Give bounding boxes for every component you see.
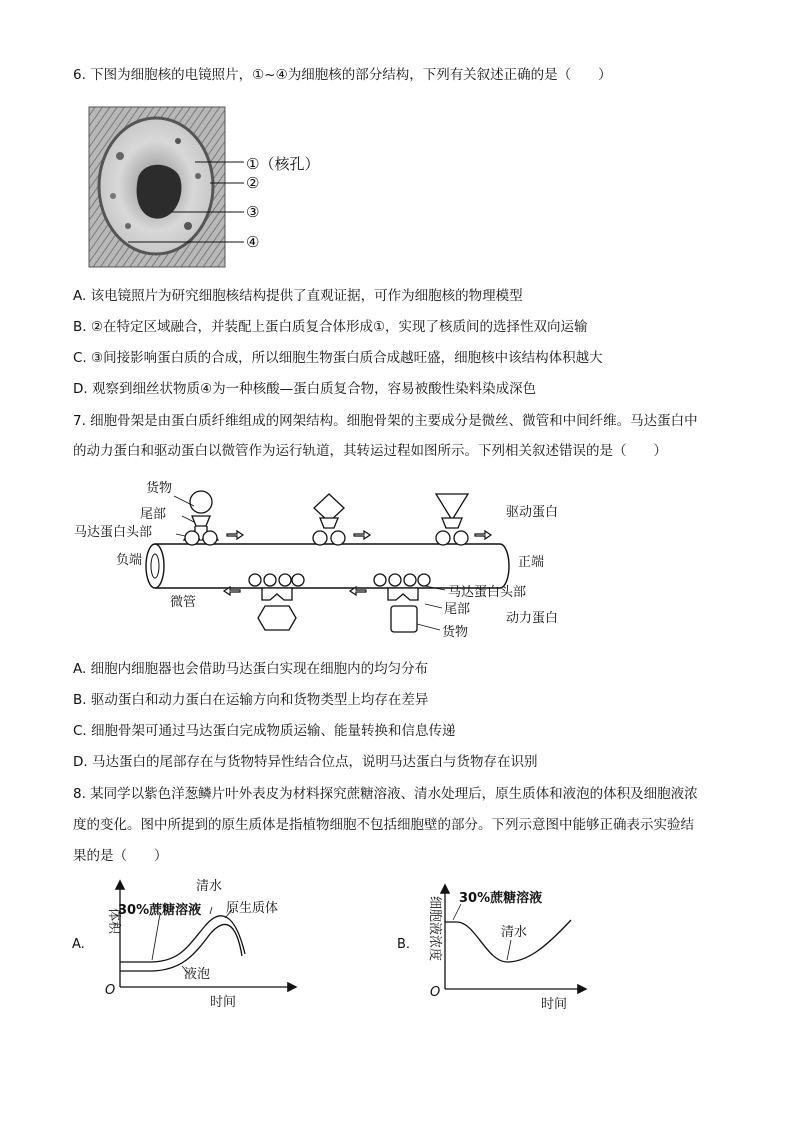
graph-a-protoplast-curve [120, 916, 245, 962]
kinesin-with-diamond-cargo [313, 494, 345, 545]
q7-stem-line2: 的动力蛋白和驱动蛋白以微管作为运行轨道，其转运过程如图所示。下列相关叙述错误的是（ ） [73, 443, 667, 459]
q7-option-d: D. 马达蛋白的尾部存在与货物特异性结合位点，说明马达蛋白与货物存在识别 [73, 754, 538, 770]
label-tail-top: 尾部 [140, 507, 167, 522]
label-dynein: 动力蛋白 [506, 611, 559, 626]
label-nuclear-pore: ①（核孔） [246, 155, 320, 173]
label-tail-bottom: 尾部 [444, 602, 471, 617]
kinesin-with-triangle-cargo [436, 494, 468, 545]
dynein-with-hexagon-cargo [249, 574, 304, 630]
dynein-with-square-cargo [374, 574, 430, 632]
label-cargo-top: 货物 [146, 481, 173, 496]
q6-stem: 6. 下图为细胞核的电镜照片，①~④为细胞核的部分结构，下列有关叙述正确的是（ ） [73, 67, 612, 83]
label-cargo-bottom: 货物 [442, 625, 469, 640]
q8-stem-line3: 果的是（ ） [73, 848, 168, 864]
nucleus-micrograph-figure [88, 106, 338, 268]
motor-protein-diagram [70, 478, 590, 648]
kinesin-with-round-cargo [184, 491, 218, 545]
graph-a-ylabel: 体积 [106, 908, 121, 935]
label-kinesin: 驱动蛋白 [506, 505, 559, 520]
q6-option-c: C. ③间接影响蛋白质的合成，所以细胞生物蛋白质合成越旺盛，细胞核中该结构体积越大 [73, 350, 603, 366]
label-minus-end: 负端 [116, 553, 143, 568]
q7-option-c: C. 细胞骨架可通过马达蛋白完成物质运输、能量转换和信息传递 [73, 723, 456, 739]
q8-stem-line1: 8. 某同学以紫色洋葱鳞片叶外表皮为材料探究蔗糖溶液、清水处理后，原生质体和液泡的体积及细胞液浓 [73, 786, 698, 802]
q8-stem-line2: 度的变化。图中所提到的原生质体是指植物细胞不包括细胞壁的部分。下列示意图中能够正确表示实验结 [73, 817, 694, 833]
graph-a-option: A. [72, 937, 85, 952]
graph-b-option: B. [397, 937, 411, 952]
microtubule-shape [146, 544, 509, 588]
q6-option-a: A. 该电镜照片为研究细胞核结构提供了直观证据，可作为细胞核的物理模型 [73, 288, 523, 304]
graph-b [395, 882, 595, 1017]
graph-a-vacuole-curve [120, 924, 242, 971]
graph-b-sucrose-label: 30%蔗糖溶液 [459, 891, 543, 906]
graph-b-origin: O [430, 985, 441, 1000]
q6-option-d: D. 观察到细丝状物质④为一种核酸—蛋白质复合物，容易被酸性染料染成深色 [73, 381, 537, 397]
label-4: ④ [246, 233, 260, 251]
label-motor-head-top: 马达蛋白头部 [74, 525, 153, 540]
graph-b-water-label: 清水 [501, 925, 528, 940]
q7-option-a: A. 细胞内细胞器也会借助马达蛋白实现在细胞内的均匀分布 [73, 661, 429, 677]
graph-a [70, 874, 320, 1014]
label-microtubule: 微管 [170, 595, 197, 610]
graph-a-protoplast-label: 原生质体 [226, 901, 279, 916]
graph-a-sucrose-label: 30%蔗糖溶液 [118, 903, 202, 918]
graph-a-origin: O [105, 983, 116, 998]
graph-a-xlabel: 时间 [210, 995, 237, 1010]
graph-a-water-label: 清水 [196, 879, 223, 894]
q7-stem-line1: 7. 细胞骨架是由蛋白质纤维组成的网架结构。细胞骨架的主要成分是微丝、微管和中间纤维。马达蛋白中 [73, 413, 698, 429]
label-3: ③ [246, 203, 260, 221]
graph-b-ylabel: 细胞液浓度 [427, 896, 442, 962]
label-motor-head-bottom: 马达蛋白头部 [448, 585, 527, 600]
label-2: ② [246, 174, 260, 192]
label-plus-end: 正端 [518, 555, 545, 570]
arrows-top [227, 531, 491, 539]
graph-a-vacuole-label: 液泡 [184, 967, 211, 982]
q6-option-b: B. ②在特定区域融合，并装配上蛋白质复合体形成①，实现了核质间的选择性双向运输 [73, 319, 588, 335]
q7-option-b: B. 驱动蛋白和动力蛋白在运输方向和货物类型上均存在差异 [73, 692, 429, 708]
graph-b-xlabel: 时间 [541, 997, 568, 1012]
